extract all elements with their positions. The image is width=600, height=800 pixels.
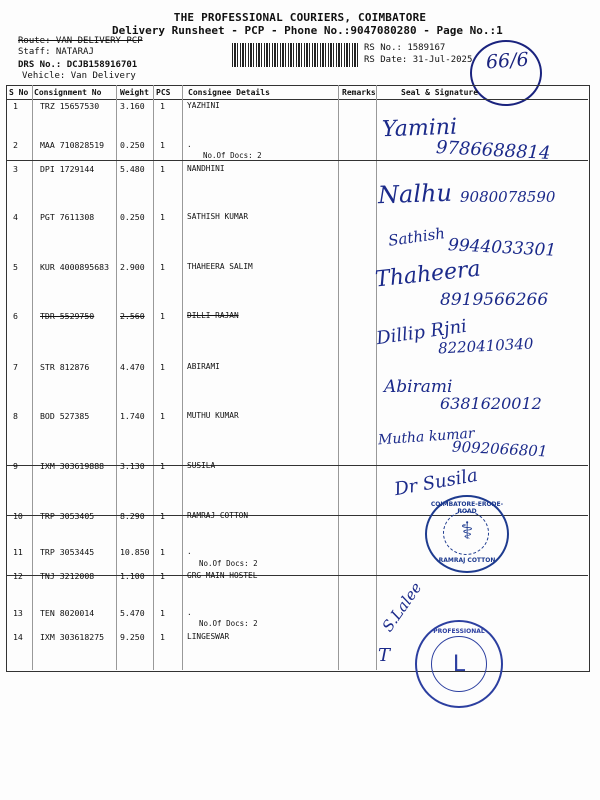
phone-nandhini: 9080078590	[460, 188, 556, 206]
row-weight: 3.130	[120, 461, 145, 471]
phone-yazhini: 9786688814	[435, 137, 552, 164]
row-consignment: TEN 8020014	[40, 608, 95, 618]
row-consignment: IXM 303618275	[40, 632, 105, 642]
staff-label: Staff: NATARAJ	[18, 47, 94, 57]
row-weight: 5.480	[120, 164, 145, 174]
signature-sathish: Sathish	[387, 224, 447, 250]
row-pcs: 1	[160, 547, 165, 557]
row-consignee: GRG MAIN HOSTEL	[187, 571, 258, 580]
row-weight: 2.560	[120, 311, 145, 321]
col-divider	[338, 85, 339, 670]
row-pcs: 1	[160, 101, 165, 111]
row-consignee: THAHEERA SALIM	[187, 262, 253, 271]
row-sno: 14	[13, 632, 23, 642]
signature-lingeswar: T	[378, 645, 391, 666]
row-consignment: TDR 5529750	[40, 311, 95, 321]
drs-label: DRS No.: DCJB158916701	[18, 60, 138, 70]
row-sno: 12	[13, 571, 23, 581]
vehicle-label: Vehicle: Van Delivery	[22, 71, 136, 81]
row-pcs: 1	[160, 632, 165, 642]
row-pcs: 1	[160, 608, 165, 618]
phone-thaheera: 8919566266	[440, 290, 549, 310]
row-sno: 10	[13, 511, 23, 521]
stamp1-bottom-text: RAMRAJ COTTON	[438, 557, 496, 564]
row-consignment: IXM 303619888	[40, 461, 105, 471]
row-consignee: .	[187, 547, 192, 556]
row-consignment: TRP 3053445	[40, 547, 95, 557]
signature-susila: Dr Susila	[392, 464, 480, 501]
hostel-seal-stamp	[415, 620, 503, 708]
row-consignee: LINGESWAR	[187, 632, 230, 641]
row-sno: 4	[13, 212, 18, 222]
col-remarks: Remarks	[342, 88, 376, 97]
row-consignment: MAA 710828519	[40, 140, 105, 150]
ramraj-seal-stamp	[425, 495, 509, 573]
col-pcs: PCS	[156, 88, 171, 97]
rs-number: RS No.: 1589167	[364, 43, 446, 53]
row-weight: 1.100	[120, 571, 145, 581]
runsheet-title: Delivery Runsheet - PCP - Phone No.:9047080280 - Page No.:1	[112, 24, 503, 37]
row-pcs: 1	[160, 411, 165, 421]
row-consignment: PGT 7611308	[40, 212, 95, 222]
row-consignment: STR 812876	[40, 362, 90, 372]
row-consignee: YAZHINI	[187, 101, 220, 110]
row-sno: 2	[13, 140, 18, 150]
phone-muthu: 9092066801	[451, 437, 548, 461]
row-consignee: MUTHU KUMAR	[187, 411, 239, 420]
row-weight: 9.250	[120, 632, 145, 642]
row-weight: 10.850	[120, 547, 150, 557]
col-sno: S No	[9, 88, 29, 97]
phone-dilli: 8220410340	[437, 334, 534, 358]
row-consignee: NANDHINI	[187, 164, 225, 173]
row-weight: 8.290	[120, 511, 145, 521]
row-sno: 5	[13, 262, 18, 272]
signature-abirami: Abirami	[384, 377, 453, 397]
phone-abirami: 6381620012	[440, 394, 542, 413]
row-docs: No.Of Docs: 2	[203, 151, 262, 160]
row-pcs: 1	[160, 212, 165, 222]
row-consignment: BOD 527385	[40, 411, 90, 421]
row-sno: 13	[13, 608, 23, 618]
row-sno: 9	[13, 461, 18, 471]
row-pcs: 1	[160, 311, 165, 321]
table-header	[6, 85, 588, 100]
row-docs: No.Of Docs: 2	[199, 619, 258, 628]
row-consignment: TNJ 3212008	[40, 571, 95, 581]
row-consignee: DILLI RAJAN	[187, 311, 239, 320]
row-weight: 3.160	[120, 101, 145, 111]
row-weight: 0.250	[120, 140, 145, 150]
signature-muthu: Mutha kumar	[377, 425, 476, 449]
col-divider	[32, 85, 33, 670]
row-sno: 7	[13, 362, 18, 372]
row-weight: 5.470	[120, 608, 145, 618]
row-docs: No.Of Docs: 2	[199, 559, 258, 568]
signature-nandhini: Nalhu	[377, 178, 453, 210]
row-weight: 4.470	[120, 362, 145, 372]
barcode	[232, 43, 360, 67]
stamp1-emblem-icon: ⚕	[459, 517, 475, 545]
signature-dilli: Dillip Rjni	[374, 315, 469, 350]
row-pcs: 1	[160, 571, 165, 581]
col-divider	[182, 85, 183, 670]
company-title: THE PROFESSIONAL COURIERS, COIMBATORE	[173, 11, 427, 24]
row-consignment: KUR 4000895683	[40, 262, 110, 272]
row-consignee: .	[187, 140, 192, 149]
col-seal: Seal & Signature	[401, 88, 479, 97]
row-weight: 0.250	[120, 212, 145, 222]
signature-grg: S.Lalee	[378, 578, 426, 636]
row-pcs: 1	[160, 262, 165, 272]
stamp2-glyph: L	[452, 652, 466, 677]
row-consignee: SATHISH KUMAR	[187, 212, 249, 221]
row-sno: 3	[13, 164, 18, 174]
row-sno: 8	[13, 411, 18, 421]
row-pcs: 1	[160, 362, 165, 372]
row-consignee: .	[187, 608, 192, 617]
row-weight: 1.740	[120, 411, 145, 421]
row-pcs: 1	[160, 461, 165, 471]
col-consignee: Consignee Details	[188, 88, 270, 97]
row-consignee: SUSILA	[187, 461, 216, 470]
route-label: Route: VAN DELIVERY PCP	[18, 36, 143, 46]
col-divider	[153, 85, 154, 670]
row-pcs: 1	[160, 511, 165, 521]
col-divider	[376, 85, 377, 670]
col-weight: Weight	[120, 88, 149, 97]
stamp1-top-text: COIMBATORE-ERODE-ROAD	[430, 501, 504, 515]
row-consignee: ABIRAMI	[187, 362, 220, 371]
row-sno: 6	[13, 311, 18, 321]
row-sno: 11	[13, 547, 23, 557]
signature-yazhini: Yamini	[381, 114, 458, 143]
circled-annotation-text: 66/6	[485, 48, 530, 74]
row-pcs: 1	[160, 140, 165, 150]
phone-sathish: 9944033301	[447, 235, 557, 261]
rs-date: RS Date: 31-Jul-2025	[364, 55, 473, 65]
col-divider	[116, 85, 117, 670]
row-pcs: 1	[160, 164, 165, 174]
row-weight: 2.900	[120, 262, 145, 272]
row-sno: 1	[13, 101, 18, 111]
row-consignee: RAMRAJ COTTON	[187, 511, 249, 520]
row-consignment: TRP 3053405	[40, 511, 95, 521]
col-consignment: Consignment No	[34, 88, 102, 97]
signature-thaheera: Thaheera	[373, 256, 482, 293]
row-consignment: TRZ 15657530	[40, 101, 100, 111]
stamp2-text: PROFESSIONAL	[433, 628, 485, 635]
row-consignment: DPI 1729144	[40, 164, 95, 174]
